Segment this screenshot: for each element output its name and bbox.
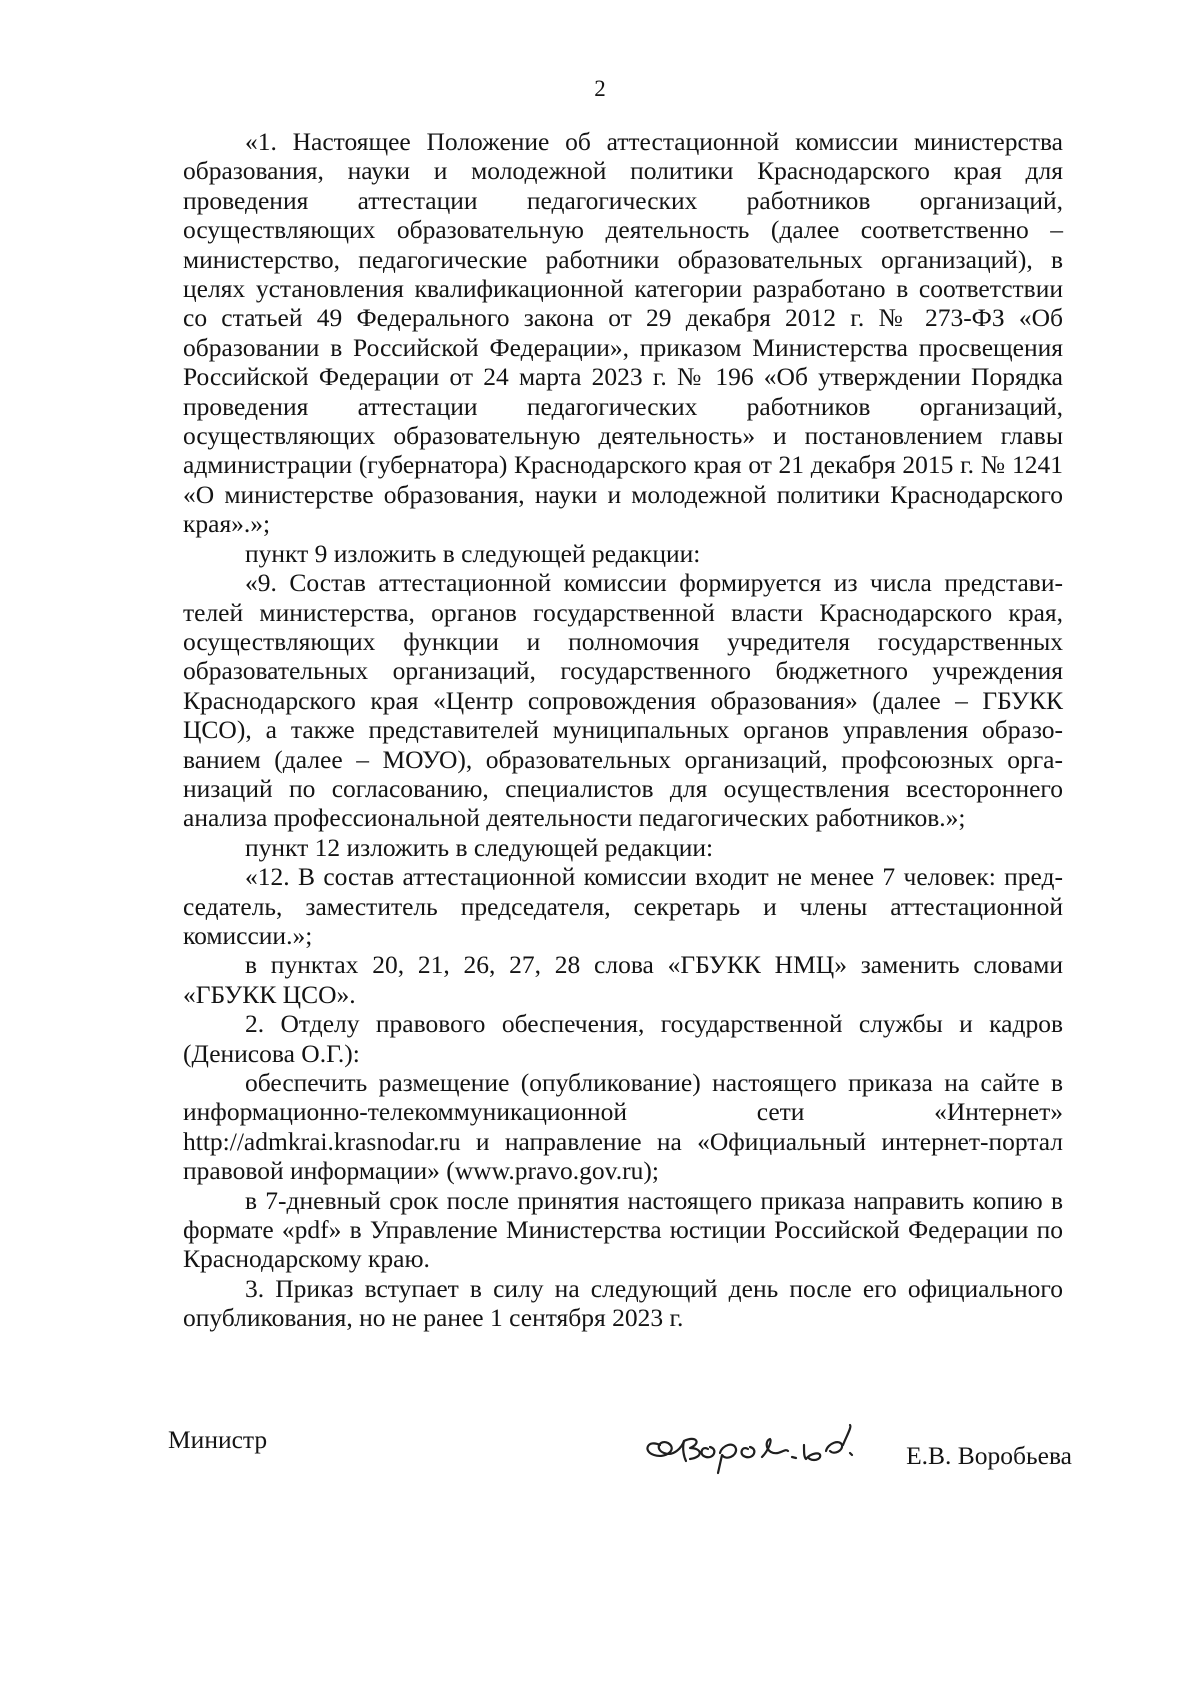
paragraph-clause-1: «1. Настоящее Положение об аттестационной комиссии министерства образования, науки и молодежной политики Краснодарского края для проведения аттестации педагогических работников организаций, осуществляющих образовательную деятельность (далее соответственно – министерство, педагогические работники образовательных организаций), в целях установления квалификационной категории разработано в соответствии со статьей 49 Федерального закона от 29 декабря 2012 г. № 273-ФЗ «Об образовании в Российской Федерации», приказом Министерства просвещения Российской Федерации от 24 марта 2023 г. № 196 «Об утверждении Порядка проведения аттестации педагогических работников организаций, осуществляющих образовательную деятельность» и постановлением главы администрации (губернатора) Краснодарского края от 21 декабря 2015 г. № 1241 «О министерстве образования, науки и молодежной политики Краснодарского края».»;: [183, 127, 1063, 539]
paragraph-item-12-intro: пункт 12 изложить в следующей редакции:: [245, 832, 714, 862]
paragraph-point-2: 2. Отделу правового обеспечения, государственной службы и кадров (Денисова О.Г.):: [183, 1009, 1063, 1068]
paragraph-pdf-copy: в 7-дневный срок после принятия настоящего приказа направить копию в формате «pdf» в Управление Министерства юстиции Российской Федерации по Краснодарскому краю.: [183, 1185, 1063, 1274]
signer-name: Е.В. Воробьева: [906, 1441, 1072, 1470]
paragraph-publication: обеспечить размещение (опубликование) настоящего приказа на сайте в информационно-телекоммуникационной сети «Интернет» http://admkrai.krasnodar.ru и направление на «Официальный интернет-портал правовой информации» (www.pravo.gov.ru);: [183, 1068, 1063, 1186]
paragraph-point-3: 3. Приказ вступает в силу на следующий день после его официального опубликования, но не ранее 1 сентября 2023 г.: [183, 1273, 1063, 1333]
handwritten-signature: [638, 1415, 868, 1475]
document-body: [183, 127, 1063, 1333]
paragraph-replacement: в пунктах 20, 21, 26, 27, 28 слова «ГБУКК НМЦ» заменить словами «ГБУКК ЦСО».: [183, 950, 1063, 1009]
page-number: 2: [594, 76, 606, 101]
signature-block: [168, 1415, 1072, 1495]
paragraph-clause-12: «12. В состав аттестационной комиссии входит не менее 7 человек: председатель, заместитель председателя, секретарь и члены аттестационной комиссии.»;: [183, 862, 1063, 950]
paragraph-item-9-intro: пункт 9 изложить в следующей редакции:: [245, 538, 701, 568]
paragraph-clause-9: «9. Состав аттестационной комиссии формируется из числа представителей министерства, органов государственной власти Краснодарского края, осуществляющих функции и полномочия учредителя государственных образовательных организаций, государственного бюджетного учреждения Краснодарского края «Центр сопровождения образования» (далее – ГБУКК ЦСО), а также представителей муниципальных органов управления образованием (далее – МОУО), образовательных организаций, профсоюзных организаций по согласованию, специалистов для осуществления всестороннего анализа профессиональной деятельности педагогических работников.»;: [183, 568, 1063, 833]
signer-position: Министр: [168, 1425, 268, 1454]
